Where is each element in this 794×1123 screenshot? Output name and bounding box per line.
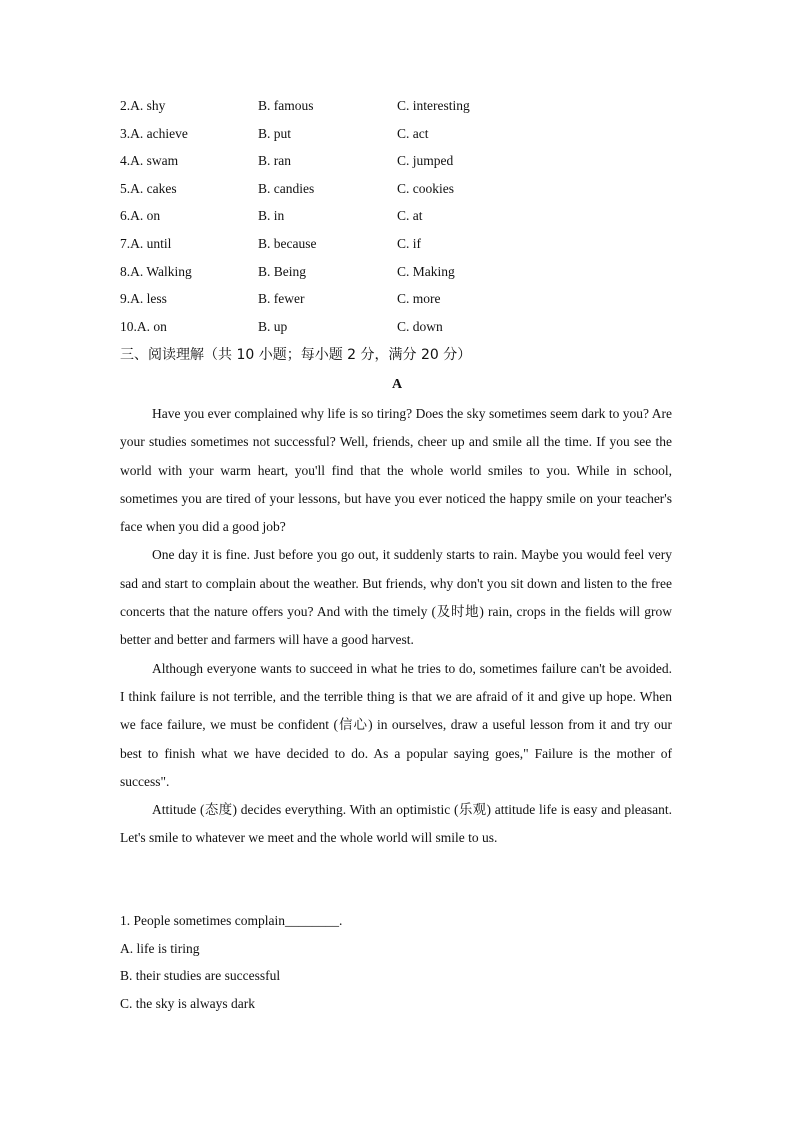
option-b: B. candies <box>258 181 315 196</box>
option-b: B. Being <box>258 264 307 279</box>
passage-paragraph: Have you ever complained why life is so tiring? Does the sky sometimes seem dark to you? Are your studies sometimes not successful? Well, friends, cheer up and smile all the time. If you see the world with your warm heart, you'll find that the whole world smiles to you. While in school, sometimes you are tired of your lessons, but have you ever noticed the happy smile on your teacher's face when you did a good job? <box>120 406 672 535</box>
option-b: B. fewer <box>258 291 305 306</box>
option-a: 8.A. Walking <box>120 264 192 279</box>
choice-a: A. life is tiring <box>120 940 200 956</box>
option-c: C. act <box>397 126 429 141</box>
option-a: 4.A. swam <box>120 153 179 168</box>
option-c: C. down <box>397 319 443 334</box>
passage-label: A <box>391 377 403 392</box>
option-b: B. ran <box>258 153 291 168</box>
option-c: C. more <box>397 291 441 306</box>
option-c: C. interesting <box>397 98 470 113</box>
section-title: 三、阅读理解（共 10 小题；每小题 2 分，满分 20 分） <box>120 347 472 363</box>
option-c: C. at <box>397 208 423 223</box>
option-b: B. because <box>258 236 317 251</box>
option-b: B. in <box>258 208 285 223</box>
passage-paragraph: Attitude (态度) decides everything. With an optimistic (乐观) attitude life is easy and pleasant. Let's smile to whatever we meet and the whole world will smile to us. <box>120 802 672 846</box>
option-c: C. if <box>397 236 422 251</box>
option-b: B. up <box>258 319 288 334</box>
option-b: B. put <box>258 126 292 141</box>
option-a: 2.A. shy <box>120 98 166 113</box>
option-a: 6.A. on <box>120 208 161 223</box>
option-c: C. cookies <box>397 181 454 196</box>
question-1 <box>120 907 680 1017</box>
option-a: 7.A. until <box>120 236 172 251</box>
option-b: B. famous <box>258 98 314 113</box>
option-a: 5.A. cakes <box>120 181 177 196</box>
option-a: 10.A. on <box>120 319 167 334</box>
reading-passage <box>120 400 672 853</box>
passage-paragraph: Although everyone wants to succeed in what he tries to do, sometimes failure can't be avoided. I think failure is not terrible, and the terrible thing is that we are afraid of it and give up hope. When we face failure, we must be confident (信心) in ourselves, draw a useful lesson from it and try our best to finish what we have decided to do. As a popular saying goes," Failure is the mother of success". <box>120 660 672 789</box>
option-c: C. jumped <box>397 153 454 168</box>
passage-paragraph: One day it is fine. Just before you go out, it suddenly starts to rain. Maybe you would feel very sad and start to complain about the weather. But friends, why don't you sit down and listen to the free concerts that the nature offers you? And with the timely (及时地) rain, crops in the fields will grow better and better and farmers will have a good harvest. <box>120 547 672 648</box>
question-stem: 1. People sometimes complain________. <box>120 913 343 928</box>
option-a: 3.A. achieve <box>120 126 188 141</box>
choice-c: C. the sky is always dark <box>120 995 255 1011</box>
choice-b: B. their studies are successful <box>120 968 281 983</box>
option-c: C. Making <box>397 264 455 279</box>
option-a: 9.A. less <box>120 291 167 306</box>
